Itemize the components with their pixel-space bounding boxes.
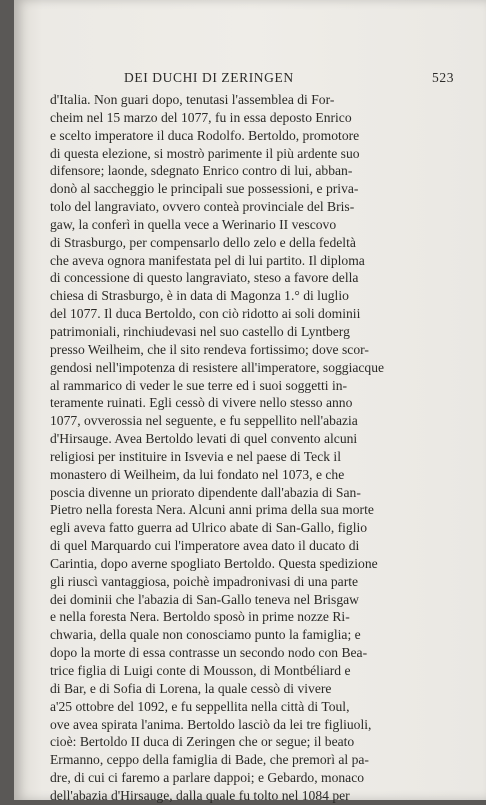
text-line: di quel Marquardo cui l'imperatore avea dato il ducato di (50, 538, 360, 554)
text-line: gaw, la conferì in quella vece a Werinario II vescovo (50, 216, 337, 232)
text-line: chwaria, della quale non conosciamo punto la famiglia; e (50, 627, 361, 643)
text-line: trice figlia di Luigi conte di Mousson, di Montbéliard e (50, 663, 351, 678)
text-line: poscia divenne un priorato dipendente dall'abazia di San- (50, 484, 361, 500)
text-line: di Strasburgo, per compensarlo dello zelo e della fedeltà (50, 234, 356, 250)
text-line: a'25 ottobre del 1092, e fu seppellita nella città di Toul, (50, 698, 350, 714)
text-line: cioè: Bertoldo II duca di Zeringen che or segue; il beato (50, 734, 355, 750)
text-line: monastero di Weilheim, da lui fondato nel 1073, e che (50, 466, 345, 482)
text-line: patrimoniali, rinchiudevasi nel suo castello di Lyntberg (50, 323, 350, 339)
text-line: dopo la morte di essa contrasse un secondo nodo con Bea- (50, 645, 368, 661)
text-line: dell'abazia d'Hirsauge, dalla quale fu tolto nel 1084 per (50, 787, 350, 803)
text-line: d'Italia. Non guari dopo, tenutasi l'assemblea di For- (50, 92, 335, 107)
running-title: DEI DUCHI DI ZERINGEN (124, 70, 294, 85)
text-line: Pietro nella foresta Nera. Alcuni anni prima della sua morte (50, 502, 374, 518)
text-line: presso Weilheim, che il sito rendeva fortissimo; dove scor- (50, 341, 369, 357)
text-line: Ermanno, ceppo della famiglia di Bade, che premorì al pa- (50, 752, 369, 768)
text-line: donò al saccheggio le principali sue possessioni, e priva- (50, 181, 359, 197)
text-line: difensore; laonde, sdegnato Enrico contro di lui, abban- (50, 163, 353, 179)
book-page (14, 0, 486, 803)
body-text (50, 91, 480, 805)
text-line: e scelto imperatore il duca Rodolfo. Bertoldo, promotore (50, 127, 360, 143)
text-line: al rammarico di veder le sue terre ed i suoi soggetti in- (50, 377, 348, 393)
text-line: Carintia, dopo averne spogliato Bertoldo. Questa spedizione (50, 555, 378, 571)
text-line: di questa elezione, si mostrò parimente il più ardente suo (50, 145, 360, 161)
text-line: tolo del langraviato, ovvero conteà provinciale del Bris- (50, 199, 355, 215)
text-line: di Bar, e di Sofia di Lorena, la quale cessò di vivere (50, 680, 332, 696)
text-line: d'Hirsauge. Avea Bertoldo levati di quel convento alcuni (50, 431, 358, 447)
text-line: chiesa di Strasburgo, è in data di Magonza 1.° di luglio (50, 288, 349, 304)
text-line: dre, di cui ci faremo a parlare dappoi; e Gebardo, monaco (50, 770, 365, 786)
text-line: dei dominii che l'abazia di San-Gallo teneva nel Brisgaw (50, 591, 359, 607)
text-line: 1077, ovverossia nel seguente, e fu seppellito nell'abazia (50, 413, 358, 429)
text-line: gli riuscì vantaggiosa, poichè impadronivasi di una parte (50, 573, 359, 589)
text-line: religiosi per instituire in Isvevia e nel paese di Teck il (50, 448, 341, 464)
text-line: cheim nel 15 marzo del 1077, fu in essa deposto Enrico (50, 109, 352, 125)
text-line: di concessione di questo langraviato, steso a favore della (50, 270, 359, 286)
text-line: e nella foresta Nera. Bertoldo sposò in prime nozze Ri- (50, 609, 350, 625)
text-line: teramente ruinati. Egli cessò di vivere nello stesso anno (50, 395, 353, 411)
text-line: gendosi nell'impotenza di resistere all'imperatore, soggiacque (50, 359, 385, 375)
text-line: del 1077. Il duca Bertoldo, con ciò ridotto ai soli dominii (50, 306, 361, 322)
text-line: che aveva ognora manifestata pel di lui partito. Il diploma (50, 252, 365, 268)
text-line: ove avea spirata l'anima. Bertoldo lasciò da lei tre figliuoli, (50, 716, 372, 732)
text-line: egli aveva fatto guerra ad Ulrico abate di San-Gallo, figlio (50, 520, 368, 536)
page-number: 523 (432, 70, 455, 85)
